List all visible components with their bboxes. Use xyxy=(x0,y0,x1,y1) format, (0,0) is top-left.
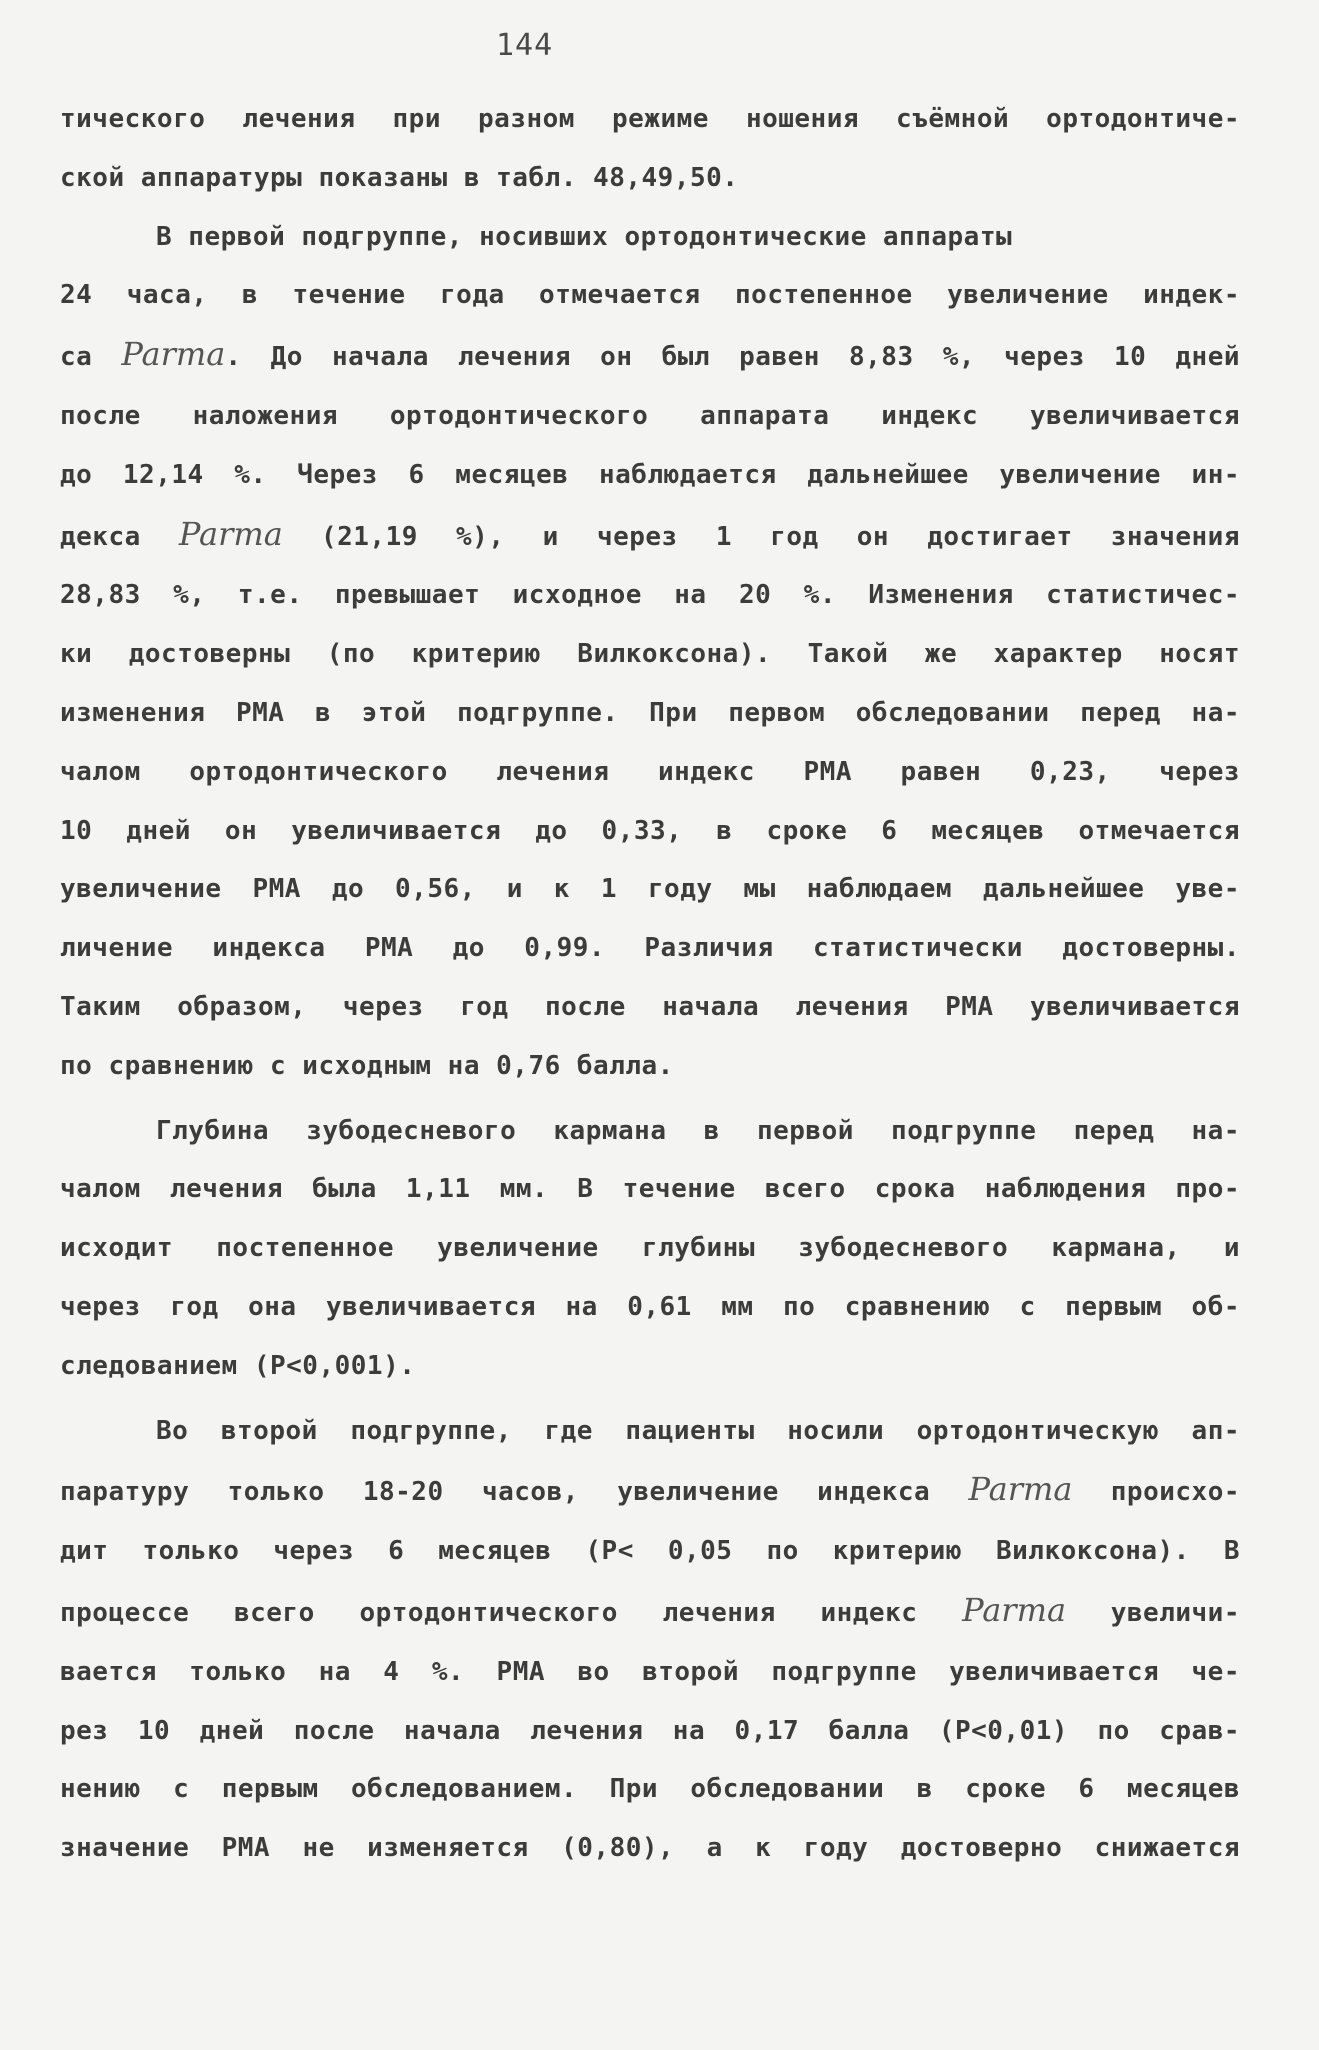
text-line: по сравнению с исходным на 0,76 балла. xyxy=(60,1050,674,1081)
text-line xyxy=(60,1581,1240,1643)
text-line: чалом ортодонтического лечения индекс РМА равен 0,23, через xyxy=(60,756,1240,787)
text-line: увеличение РМА до 0,56, и к 1 году мы наблюдаем дальнейшее уве- xyxy=(60,874,1240,905)
text-fragment: декса xyxy=(60,521,179,552)
text-fragment: происхо- xyxy=(1072,1477,1240,1508)
text-line: значение РМА не изменяется (0,80), а к году достоверно снижается xyxy=(60,1833,1240,1864)
text-line xyxy=(60,505,1240,567)
text-line: изменения РМА в этой подгруппе. При первом обследовании перед на- xyxy=(60,697,1240,728)
handwritten-index-name: Parma xyxy=(121,335,226,374)
text-line: исходит постепенное увеличение глубины зубодесневого кармана, и xyxy=(60,1233,1240,1264)
text-line: нению с первым обследованием. При обследовании в сроке 6 месяцев xyxy=(60,1774,1240,1805)
text-fragment: са xyxy=(60,342,122,373)
body-text xyxy=(60,90,1240,1878)
text-fragment: увеличи- xyxy=(1066,1597,1240,1628)
text-line: следованием (Р<0,001). xyxy=(60,1350,416,1381)
text-line: Таким образом, через год после начала лечения РМА увеличивается xyxy=(60,991,1240,1022)
text-line: 10 дней он увеличивается до 0,33, в сроке 6 месяцев отмечается xyxy=(60,815,1240,846)
text-line: 24 часа, в течение года отмечается постепенное увеличение индек- xyxy=(60,280,1240,311)
text-line: ской аппаратуры показаны в табл. 48,49,50. xyxy=(60,162,739,193)
text-line: вается только на 4 %. РМА во второй подгруппе увеличивается че- xyxy=(60,1656,1240,1687)
text-line: до 12,14 %. Через 6 месяцев наблюдается дальнейшее увеличение ин- xyxy=(60,459,1240,490)
text-line: ки достоверны (по критерию Вилкоксона). Такой же характер носят xyxy=(60,639,1240,670)
text-line: через год она увеличивается на 0,61 мм по сравнению с первым об- xyxy=(60,1291,1240,1322)
text-line: 28,83 %, т.е. превышает исходное на 20 %. Изменения статистичес- xyxy=(60,580,1240,611)
text-line: после наложения ортодонтического аппарата индекс увеличивается xyxy=(60,400,1240,431)
handwritten-index-name: Parma xyxy=(178,514,283,553)
text-line: чалом лечения была 1,11 мм. В течение всего срока наблюдения про- xyxy=(60,1174,1240,1205)
text-line xyxy=(60,1460,1240,1522)
page-number: 144 xyxy=(496,28,554,63)
text-fragment: процессе всего ортодонтического лечения индекс xyxy=(60,1597,963,1628)
handwritten-index-name: Parma xyxy=(962,1590,1067,1629)
text-line xyxy=(60,325,1240,387)
text-line: дит только через 6 месяцев (Р< 0,05 по критерию Вилкоксона). В xyxy=(60,1536,1240,1567)
text-line: рез 10 дней после начала лечения на 0,17 балла (Р<0,01) по срав- xyxy=(60,1715,1240,1746)
text-line: Глубина зубодесневого кармана в первой подгруппе перед на- xyxy=(156,1115,1240,1146)
text-fragment: (21,19 %), и через 1 год он достигает значения xyxy=(282,521,1240,552)
text-line: В первой подгруппе, носивших ортодонтические аппараты xyxy=(156,221,1013,252)
text-line: тического лечения при разном режиме ношения съёмной ортодонтиче- xyxy=(60,104,1240,134)
text-fragment: . До начала лечения он был равен 8,83 %, через 10 дней xyxy=(225,342,1241,373)
text-line: Во второй подгруппе, где пациенты носили ортодонтическую ап- xyxy=(156,1415,1240,1446)
text-fragment: паратуру только 18-20 часов, увеличение индекса xyxy=(60,1477,969,1508)
text-line: личение индекса РМА до 0,99. Различия статистически достоверны. xyxy=(60,933,1240,964)
handwritten-index-name: Parma xyxy=(968,1470,1073,1509)
